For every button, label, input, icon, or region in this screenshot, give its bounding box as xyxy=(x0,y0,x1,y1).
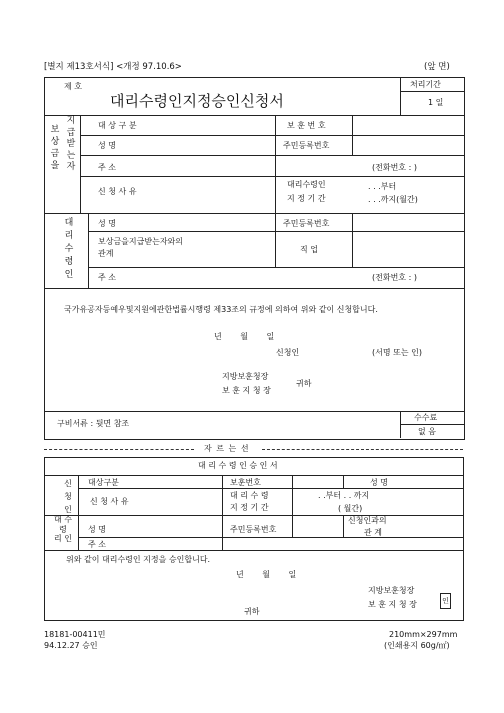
honorific: 귀하 xyxy=(296,379,312,388)
office-1: 지방보훈청장 xyxy=(222,372,269,381)
fee-value: 없 음 xyxy=(418,427,436,436)
date-line: 년 월 일 xyxy=(214,332,275,341)
receipt-office-2: 보 훈 지 청 장 xyxy=(368,600,417,609)
cut-line-label: 자 르 는 선 xyxy=(204,444,249,453)
receipt-veteran-no: 보훈번호 xyxy=(230,478,261,487)
receipt-relation-2: 관 계 xyxy=(364,528,382,537)
agent-resident-no-label: 주민등록번호 xyxy=(283,219,330,228)
recipient-section-label-2: 지 급 받 는 자 xyxy=(66,116,76,172)
form-number: [별지 제13호서식] <개정 97.10.6> xyxy=(44,62,182,72)
receipt-title: 대 리 수 령 인 승 인 서 xyxy=(198,461,278,470)
period-label-1: 대리수령인 xyxy=(287,180,326,189)
no-label: 제 호 xyxy=(64,82,82,91)
occupation-label: 직 업 xyxy=(300,245,318,254)
documents-label: 구비서류 : 뒷면 참조 xyxy=(57,419,130,428)
signature-label: (서명 또는 인) xyxy=(372,348,422,357)
processing-label: 처리기간 xyxy=(410,80,441,89)
resident-no-label: 주민등록번호 xyxy=(283,141,330,150)
receipt-relation-1: 신청인과의 xyxy=(348,516,387,525)
relation-label: 보상금을지급받는자와의관계 xyxy=(98,237,184,258)
receipt-period-label-2: 지 정 기 간 xyxy=(230,503,269,512)
cut-line-right xyxy=(262,449,463,450)
footer-code-1: 18181-00411민 xyxy=(44,630,106,639)
office-2: 보 훈 지 청 장 xyxy=(222,386,271,395)
receipt-reason: 신 청 사 유 xyxy=(90,497,129,506)
receipt-honorific: 귀하 xyxy=(244,607,260,616)
receipt-date-line: 년 월 일 xyxy=(236,570,297,579)
agent-address-label: 주 소 xyxy=(98,273,116,282)
agent-phone-label: (전화번호 : ) xyxy=(372,273,417,282)
form-title: 대리수령인지정승인신청서 xyxy=(110,92,284,110)
seal-mark: 인 xyxy=(440,593,451,609)
applicant-label: 신청인 xyxy=(276,348,300,357)
processing-value: 1 일 xyxy=(428,98,444,107)
phone-label: (전화번호 : ) xyxy=(372,163,417,172)
name-label: 성 명 xyxy=(98,141,116,150)
footer-size: 210mm×297mm xyxy=(389,630,458,639)
receipt-office-1: 지방보훈청장 xyxy=(368,586,415,595)
receipt-name: 성 명 xyxy=(370,478,388,487)
veteran-no-label: 보 훈 번 호 xyxy=(287,121,326,130)
period-to: . . .까지(월간) xyxy=(368,195,418,204)
agent-section-label: 대 리 수 령 인 xyxy=(64,218,74,280)
receipt-applicant-label: 신 청 인 xyxy=(64,479,72,514)
receipt-agent-resident-no: 주민등록번호 xyxy=(230,525,277,534)
footer-paper: (인쇄용지 60g/㎡) xyxy=(384,641,450,650)
receipt-agent-label: 대 수 령 리 인 xyxy=(54,515,72,543)
fee-label: 수수료 xyxy=(414,413,438,422)
receipt-address: 주 소 xyxy=(88,540,106,549)
footer-code-2: 94.12.27 승인 xyxy=(44,641,98,650)
recipient-section-label: 보 상 금 을 xyxy=(50,125,60,171)
receipt-agent-name: 성 명 xyxy=(88,525,106,534)
receipt-period-1: . .부터 . . 까지 xyxy=(318,491,370,500)
page-side-label: (앞 면) xyxy=(424,62,450,72)
cut-line-left xyxy=(44,449,194,450)
receipt-target-type: 대상구분 xyxy=(88,478,119,487)
period-from: . . .부터 xyxy=(368,182,397,191)
receipt-statement: 위와 같이 대리수령인 지정을 승인합니다. xyxy=(66,555,211,564)
address-label: 주 소 xyxy=(98,163,116,172)
period-label-2: 지 정 기 간 xyxy=(287,194,326,203)
receipt-period-label-1: 대 리 수 령 xyxy=(230,491,269,500)
receipt-period-2: ( 월간) xyxy=(338,504,363,513)
agent-name-label: 성 명 xyxy=(98,219,116,228)
reason-label: 신 청 사 유 xyxy=(98,187,137,196)
statement: 국가유공자등예우및지원에관한법률시행령 제33조의 규정에 의하여 위와 같이 신청합니다. xyxy=(64,305,378,314)
target-type-label: 대 상 구 분 xyxy=(98,121,137,130)
